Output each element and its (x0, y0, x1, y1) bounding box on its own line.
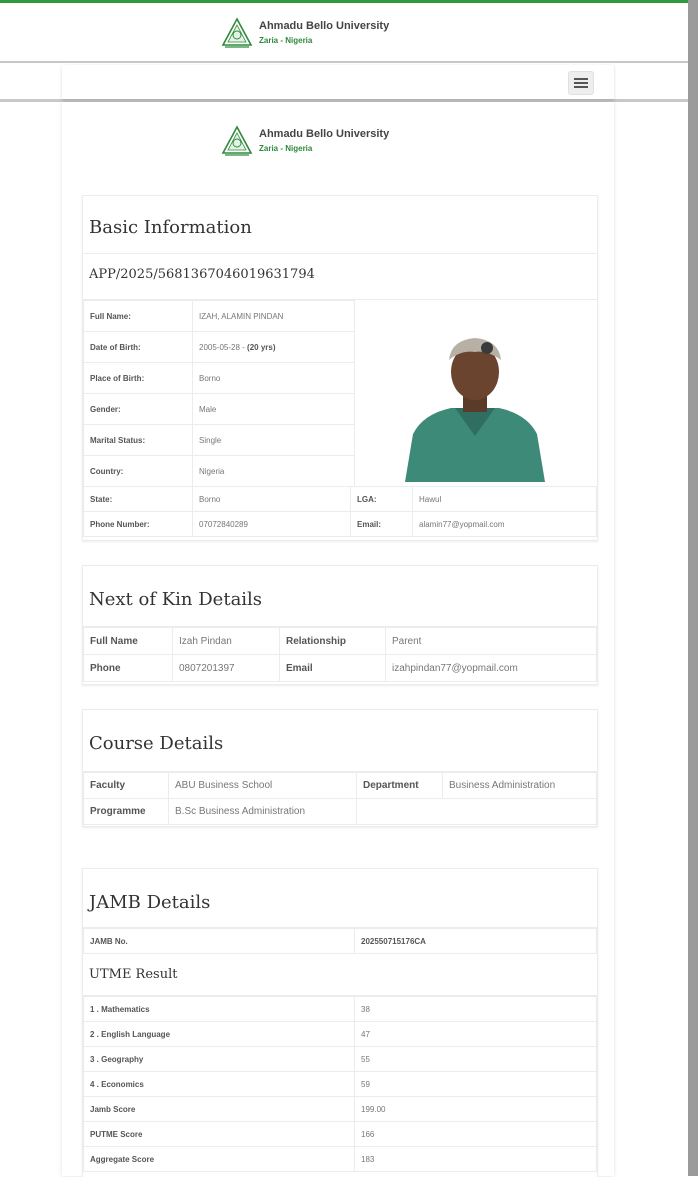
contact-table (83, 486, 597, 537)
state-label: State: (84, 487, 193, 512)
passport-photo (355, 306, 595, 482)
result-value: 55 (355, 1047, 597, 1072)
kin-relationship-label: Relationship (280, 628, 386, 655)
course-title: Course Details (89, 733, 224, 754)
dob-label: Date of Birth: (84, 332, 193, 363)
programme-label: Programme (84, 799, 169, 825)
brand-name: Ahmadu Bello University (259, 20, 390, 32)
result-label: 2 . English Language (84, 1022, 355, 1047)
state-value: Borno (193, 487, 351, 512)
email-value: alamin77@yopmail.com (413, 512, 597, 537)
aggregate-score-value: 183 (355, 1147, 597, 1172)
result-value: 59 (355, 1072, 597, 1097)
kin-email-value: izahpindan77@yopmail.com (386, 655, 597, 682)
application-number: APP/2025/5681367046019631794 (89, 267, 315, 282)
fullname-value: IZAH, ALAMIN PINDAN (193, 301, 355, 332)
faculty-value: ABU Business School (169, 773, 357, 799)
jamb-score-value: 199.00 (355, 1097, 597, 1122)
country-label: Country: (84, 456, 193, 487)
jamb-no-value: 202550715176CA (355, 929, 597, 954)
course-table (83, 772, 597, 825)
putme-score-value: 166 (355, 1122, 597, 1147)
kin-title: Next of Kin Details (89, 589, 263, 610)
menu-toggle-button[interactable] (568, 71, 594, 95)
phone-value: 07072840289 (193, 512, 351, 537)
kin-fullname-value: Izah Pindan (173, 628, 280, 655)
pob-value: Borno (193, 363, 355, 394)
jamb-score-label: Jamb Score (84, 1097, 355, 1122)
course-details-panel (82, 709, 598, 827)
result-value: 47 (355, 1022, 597, 1047)
next-of-kin-panel (82, 565, 598, 685)
university-seal-icon (221, 17, 253, 49)
page-scrollbar[interactable] (688, 0, 698, 1176)
basic-info-title: Basic Information (89, 217, 252, 238)
jamb-no-label: JAMB No. (84, 929, 355, 954)
kin-email-label: Email (280, 655, 386, 682)
kin-phone-label: Phone (84, 655, 173, 682)
content-brand-location: Zaria - Nigeria (259, 144, 313, 153)
utme-result-title: UTME Result (89, 967, 178, 982)
gender-label: Gender: (84, 394, 193, 425)
fullname-label: Full Name: (84, 301, 193, 332)
country-value: Nigeria (193, 456, 355, 487)
result-label: 3 . Geography (84, 1047, 355, 1072)
department-value: Business Administration (443, 773, 597, 799)
university-seal-icon (221, 125, 253, 157)
kin-phone-value: 0807201397 (173, 655, 280, 682)
kin-table (83, 627, 597, 682)
lga-value: Hawul (413, 487, 597, 512)
phone-label: Phone Number: (84, 512, 193, 537)
lga-label: LGA: (351, 487, 413, 512)
faculty-label: Faculty (84, 773, 169, 799)
jamb-title: JAMB Details (89, 892, 211, 913)
jamb-details-panel (82, 868, 598, 1177)
kin-relationship-value: Parent (386, 628, 597, 655)
utme-result-table (83, 996, 597, 1172)
marital-value: Single (193, 425, 355, 456)
basic-info-table (83, 300, 355, 487)
hamburger-icon (574, 82, 588, 84)
email-label: Email: (351, 512, 413, 537)
content-brand-name: Ahmadu Bello University (259, 128, 390, 140)
result-label: 1 . Mathematics (84, 997, 355, 1022)
department-label: Department (357, 773, 443, 799)
dob-value: 2005-05-28 - (20 yrs) (193, 332, 355, 363)
jamb-no-table (83, 928, 597, 954)
aggregate-score-label: Aggregate Score (84, 1147, 355, 1172)
marital-label: Marital Status: (84, 425, 193, 456)
gender-value: Male (193, 394, 355, 425)
content-logo (221, 125, 389, 157)
pob-label: Place of Birth: (84, 363, 193, 394)
result-value: 38 (355, 997, 597, 1022)
result-label: 4 . Economics (84, 1072, 355, 1097)
kin-fullname-label: Full Name (84, 628, 173, 655)
putme-score-label: PUTME Score (84, 1122, 355, 1147)
programme-value: B.Sc Business Administration (169, 799, 357, 825)
brand-location: Zaria - Nigeria (259, 36, 313, 45)
brand-logo[interactable] (221, 17, 389, 49)
